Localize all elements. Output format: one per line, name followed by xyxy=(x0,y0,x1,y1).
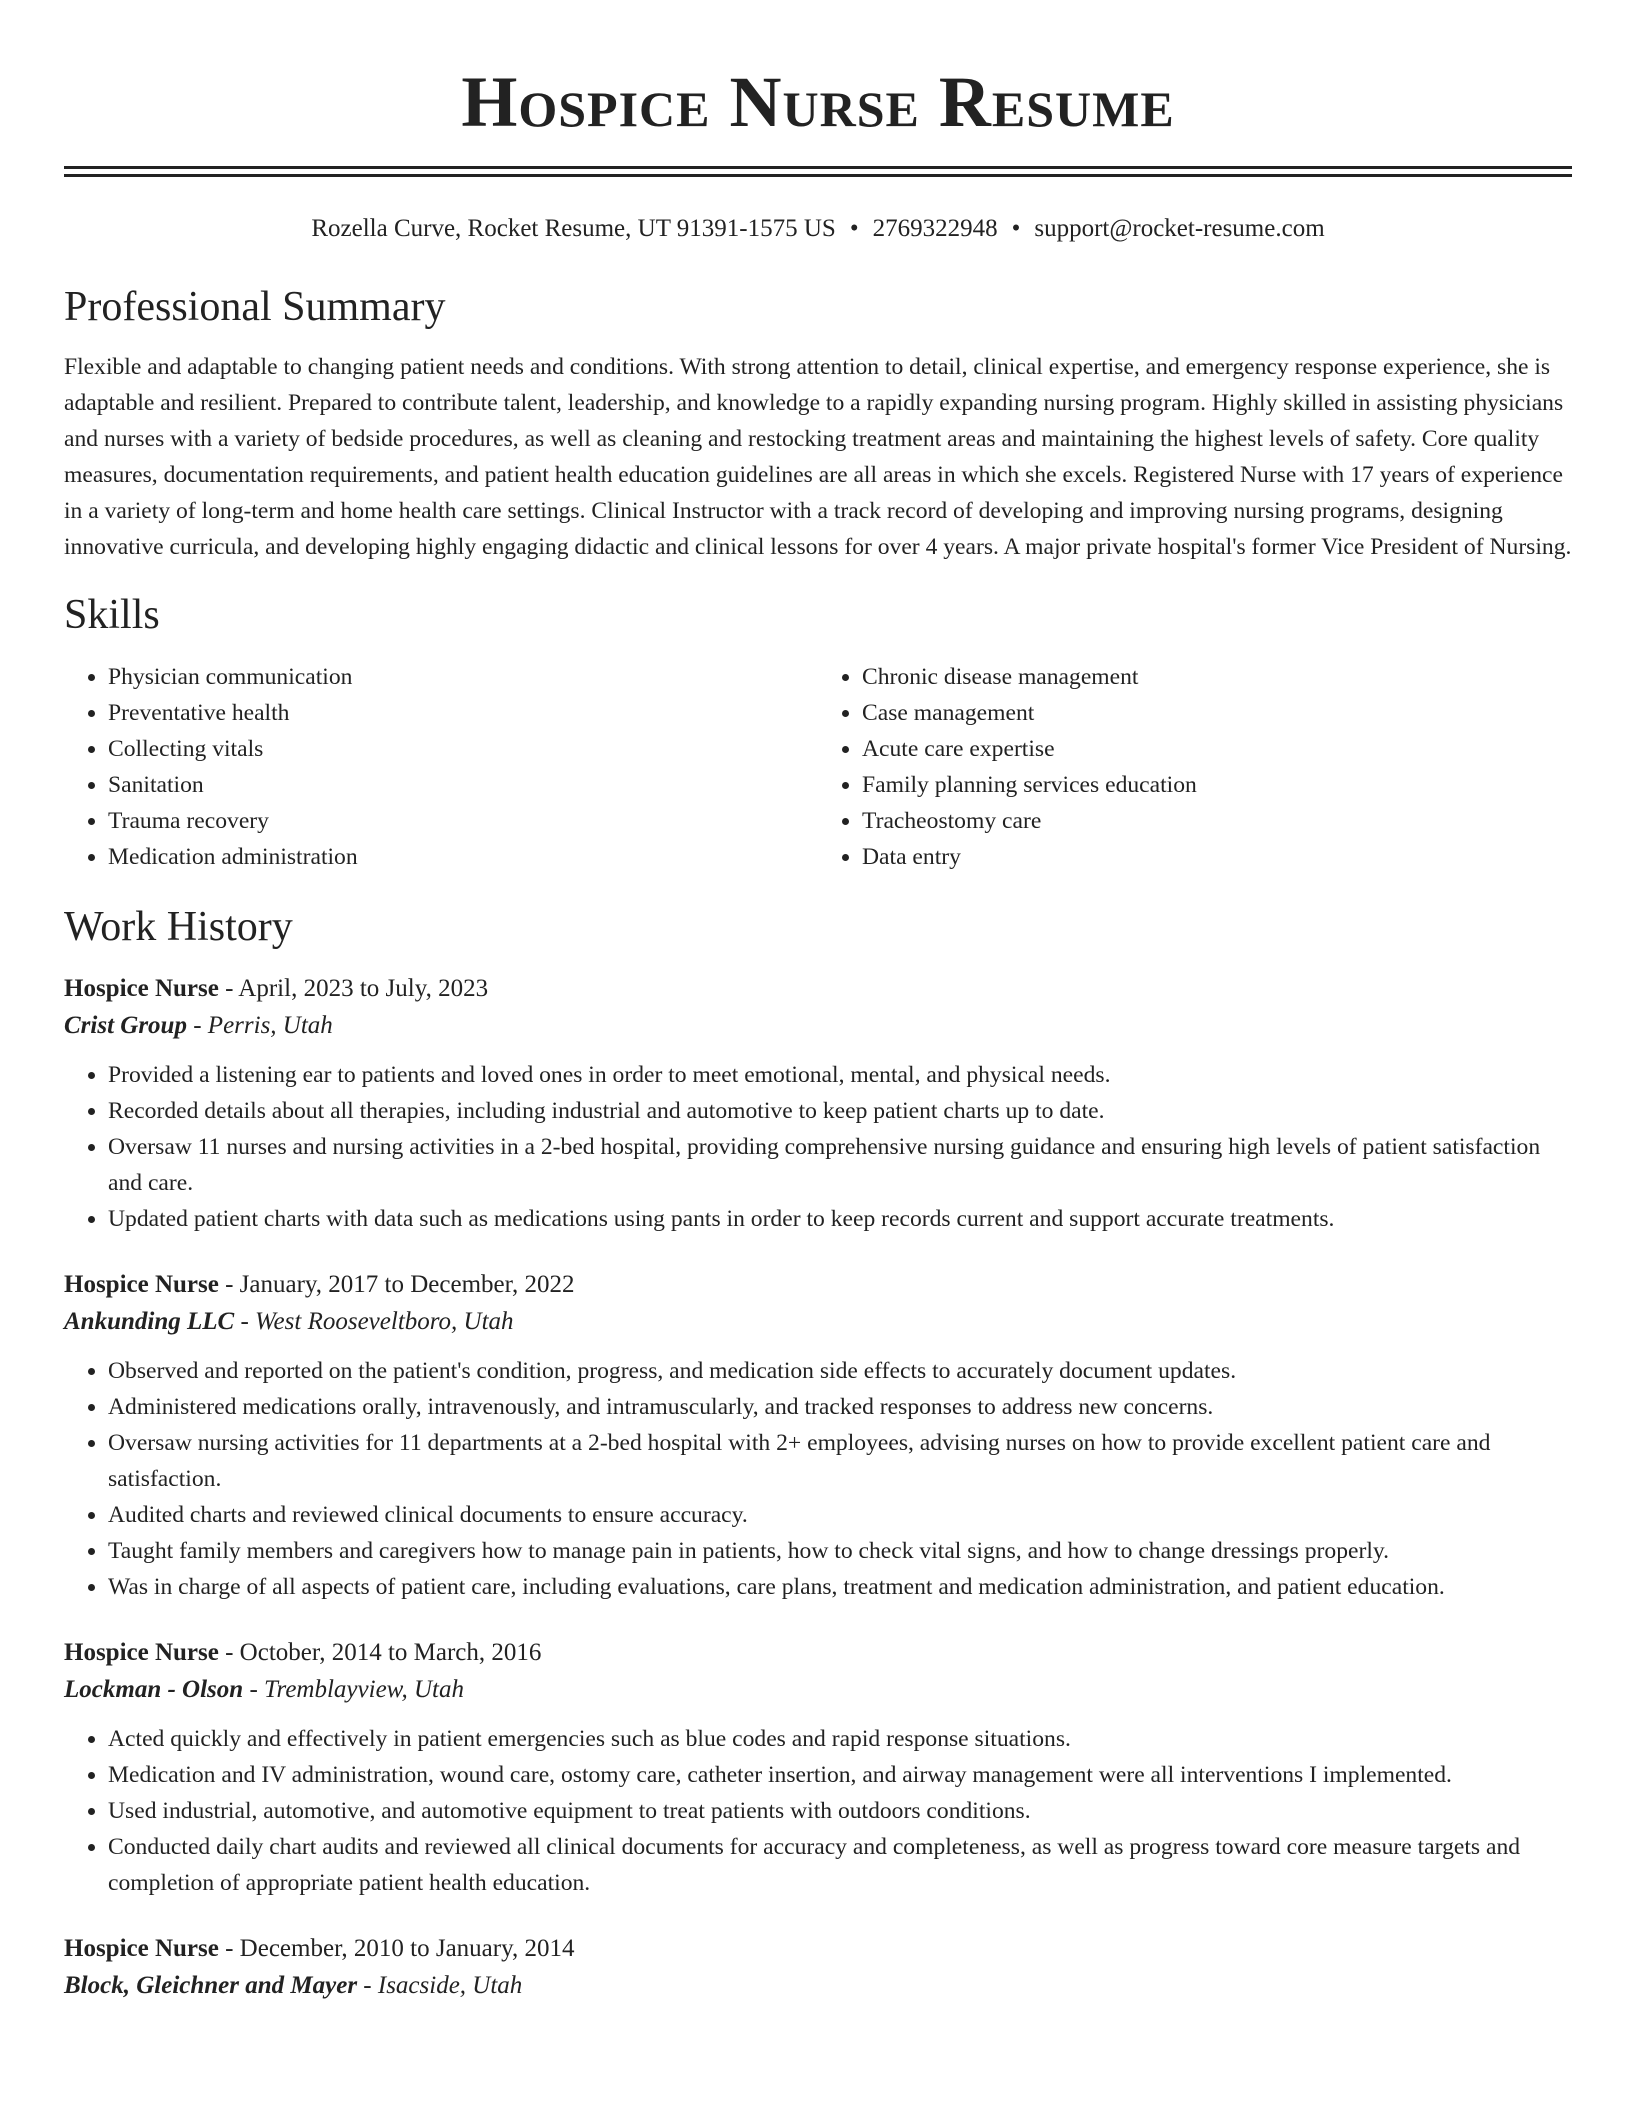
job-dates: - April, 2023 to July, 2023 xyxy=(218,975,489,1002)
job-location: - Isacside, Utah xyxy=(357,1972,523,1999)
resume-page xyxy=(64,0,1572,2005)
job-bullet: • Oversaw nursing activities for 11 departments at a 2-bed hospital with 2+ employees, advising nurses on how to provide excellent patient care and satisfaction. xyxy=(108,1425,1572,1497)
job-entry xyxy=(64,971,1572,1237)
job-bullet: • Acted quickly and effectively in patient emergencies such as blue codes and rapid response situations. xyxy=(108,1721,1572,1757)
job-dates: - December, 2010 to January, 2014 xyxy=(218,1935,575,1962)
page-title: Hospice Nurse Resume xyxy=(461,62,1175,142)
skill-item: • Trauma recovery xyxy=(108,803,818,839)
job-bullets xyxy=(64,1057,1572,1237)
job-company: Block, Gleichner and Mayer xyxy=(64,1972,358,1999)
job-company: Ankunding LLC xyxy=(64,1308,235,1335)
contact-separator: • xyxy=(849,215,859,242)
skill-item: • Preventative health xyxy=(108,695,818,731)
job-bullet: • Observed and reported on the patient's condition, progress, and medication side effects to accurately document updates. xyxy=(108,1353,1572,1389)
job-company: Crist Group xyxy=(64,1012,187,1039)
job-title: Hospice Nurse xyxy=(64,1639,219,1666)
contact-email: support@rocket-resume.com xyxy=(1034,215,1325,242)
work-history-heading: Work History xyxy=(64,904,293,950)
job-bullet: • Taught family members and caregivers how to manage pain in patients, how to check vital signs, and how to change dressings properly. xyxy=(108,1533,1572,1569)
skill-item: • Data entry xyxy=(862,839,1572,875)
job-company: Lockman - Olson xyxy=(64,1676,244,1703)
skills-column-right xyxy=(818,659,1572,875)
summary-heading: Professional Summary xyxy=(64,284,446,330)
skill-item: • Medication administration xyxy=(108,839,818,875)
contact-address: Rozella Curve, Rocket Resume, UT 91391-1575 US xyxy=(311,215,836,242)
contact-phone: 2769322948 xyxy=(872,215,998,242)
job-bullets xyxy=(64,1353,1572,1605)
job-entry xyxy=(64,1635,1572,1901)
job-bullet: • Provided a listening ear to patients and loved ones in order to meet emotional, mental, and physical needs. xyxy=(108,1057,1572,1093)
job-location: - Perris, Utah xyxy=(186,1012,333,1039)
job-bullet: • Conducted daily chart audits and reviewed all clinical documents for accuracy and completeness, as well as progress toward core measure targets and completion of appropriate patient health education. xyxy=(108,1829,1572,1901)
job-bullet: • Administered medications orally, intravenously, and intramuscularly, and tracked responses to address new concerns. xyxy=(108,1389,1572,1425)
contact-separator: • xyxy=(1011,215,1021,242)
job-entry xyxy=(64,1267,1572,1605)
skill-item: • Chronic disease management xyxy=(862,659,1572,695)
job-title: Hospice Nurse xyxy=(64,1935,219,1962)
skill-item: • Acute care expertise xyxy=(862,731,1572,767)
skills-list xyxy=(64,659,1572,875)
skill-item: • Family planning services education xyxy=(862,767,1572,803)
skill-item: • Collecting vitals xyxy=(108,731,818,767)
skill-item: • Physician communication xyxy=(108,659,818,695)
job-dates: - October, 2014 to March, 2016 xyxy=(218,1639,542,1666)
job-entry xyxy=(64,1931,1572,2005)
job-title: Hospice Nurse xyxy=(64,1271,219,1298)
summary-text: Flexible and adaptable to changing patient needs and conditions. With strong attention to detail, clinical expertise, and emergency response experience, she is adaptable and resilient. Prepared to contribute talent, leadership, and knowledge to a rapidly expanding nursing program. Highly skilled in assisting physicians and nurses with a variety of bedside procedures, as well as cleaning and restocking treatment areas and maintaining the highest levels of safety. Core quality measures, documentation requirements, and patient health education guidelines are all areas in which she excels. Registered Nurse with 17 years of experience in a variety of long-term and home health care settings. Clinical Instructor with a track record of developing and improving nursing programs, designing innovative curricula, and developing highly engaging didactic and clinical lessons for over 4 years. A major private hospital's former Vice President of Nursing. xyxy=(64,354,1572,560)
job-bullets xyxy=(64,1721,1572,1901)
job-dates: - January, 2017 to December, 2022 xyxy=(218,1271,575,1298)
job-bullet: • Medication and IV administration, wound care, ostomy care, catheter insertion, and airway management were all interventions I implemented. xyxy=(108,1757,1572,1793)
job-bullet: • Audited charts and reviewed clinical documents to ensure accuracy. xyxy=(108,1497,1572,1533)
contact-line xyxy=(64,213,1572,245)
skill-item: • Case management xyxy=(862,695,1572,731)
skills-column-left xyxy=(64,659,818,875)
skill-item: • Sanitation xyxy=(108,767,818,803)
job-bullet: • Recorded details about all therapies, including industrial and automotive to keep patient charts up to date. xyxy=(108,1093,1572,1129)
job-bullet: • Updated patient charts with data such as medications using pants in order to keep records current and support accurate treatments. xyxy=(108,1201,1572,1237)
skills-heading: Skills xyxy=(64,592,160,638)
job-location: - West Rooseveltboro, Utah xyxy=(234,1308,514,1335)
job-bullet: • Used industrial, automotive, and automotive equipment to treat patients with outdoors conditions. xyxy=(108,1793,1572,1829)
job-location: - Tremblayview, Utah xyxy=(243,1676,464,1703)
job-title: Hospice Nurse xyxy=(64,975,219,1002)
skill-item: • Tracheostomy care xyxy=(862,803,1572,839)
title-divider xyxy=(64,166,1572,177)
job-bullet: • Was in charge of all aspects of patient care, including evaluations, care plans, treatment and medication administration, and patient education. xyxy=(108,1569,1572,1605)
job-bullet: • Oversaw 11 nurses and nursing activities in a 2-bed hospital, providing comprehensive nursing guidance and ensuring high levels of patient satisfaction and care. xyxy=(108,1129,1572,1201)
